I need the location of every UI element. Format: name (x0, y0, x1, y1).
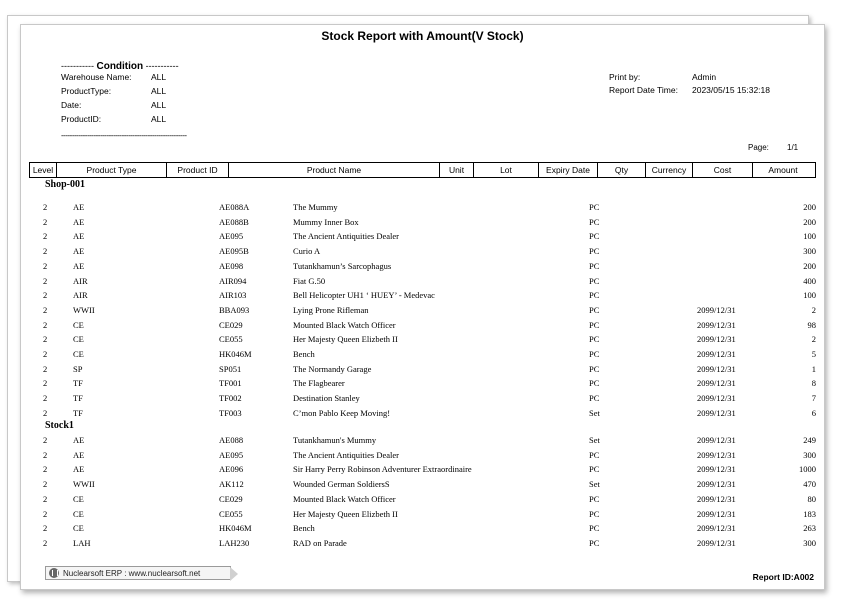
cell-product-name: Mummy Inner Box (293, 216, 359, 227)
cell-amount: 263 (803, 523, 816, 534)
cell-product-name: Curio A (293, 246, 321, 257)
table-row (21, 450, 824, 464)
table-row (21, 494, 824, 508)
cell-expiry-date: 2099/12/31 (697, 363, 736, 374)
cell-product-id: AE095 (219, 231, 244, 242)
cell-level: 2 (43, 479, 48, 490)
cell-amount: 5 (811, 349, 816, 359)
cell-product-type: AE (73, 435, 85, 445)
cell-amount: 6 (811, 407, 816, 418)
cell-product-id: HK046M (219, 523, 252, 534)
footer-logo (45, 566, 231, 580)
cell-amount: 183 (803, 508, 816, 519)
cell-product-type: SP (73, 363, 83, 374)
cell-amount: 300 (803, 449, 816, 460)
cell-product-type: CE (73, 508, 84, 519)
cond-label-date: Date: (61, 100, 82, 110)
cell-amount: 80 (807, 493, 816, 504)
cell-product-id: TF002 (219, 393, 242, 404)
cell-expiry-date: 2099/12/31 (697, 479, 736, 490)
cell-product-id: CE029 (219, 493, 243, 504)
cell-unit: PC (589, 319, 600, 330)
cell-level: 2 (43, 393, 48, 404)
cell-level: 2 (43, 216, 48, 227)
table-row (21, 276, 824, 290)
cell-product-id: AE095 (219, 449, 244, 460)
cell-unit: PC (589, 260, 600, 271)
cell-unit: PC (589, 378, 600, 389)
cell-amount: 100 (803, 231, 816, 242)
cell-expiry-date: 2099/12/31 (697, 493, 736, 504)
cell-product-name: Tutankhamun’s Sarcophagus (293, 260, 392, 271)
cell-unit: PC (589, 493, 600, 504)
cond-label-warehouse: Warehouse Name: (61, 72, 132, 82)
cell-expiry-date: 2099/12/31 (697, 407, 736, 418)
cell-product-id: AE088B (219, 216, 249, 227)
cell-level: 2 (43, 260, 48, 271)
cell-product-id: AIR094 (219, 275, 247, 286)
cell-product-name: Her Majesty Queen Elizbeth II (293, 334, 398, 345)
cell-unit: PC (589, 202, 600, 212)
cond-label-producttype: ProductType: (61, 86, 112, 96)
cell-unit: PC (589, 246, 600, 257)
cell-product-type: TF (73, 378, 83, 389)
cell-product-id: SP051 (219, 363, 242, 374)
cell-expiry-date: 2099/12/31 (697, 393, 736, 404)
cond-value-producttype: ALL (151, 86, 167, 96)
cell-level: 2 (43, 523, 48, 534)
cell-product-name: The Normandy Garage (293, 363, 372, 374)
cell-unit: Set (589, 407, 600, 418)
cell-expiry-date: 2099/12/31 (697, 378, 736, 389)
cell-product-id: AE088 (219, 435, 244, 445)
cell-expiry-date: 2099/12/31 (697, 304, 736, 315)
cell-amount: 1 (811, 363, 816, 374)
cell-amount: 470 (803, 479, 816, 490)
cell-level: 2 (43, 378, 48, 389)
cell-level: 2 (43, 202, 48, 212)
condition-label: Condition (96, 61, 144, 72)
report-page (20, 24, 825, 590)
cell-amount: 249 (803, 435, 816, 445)
cell-expiry-date: 2099/12/31 (697, 334, 736, 345)
cell-product-type: AE (73, 260, 85, 271)
cell-product-name: Lying Prone Rifleman (293, 304, 369, 315)
group-header: Shop-001 (45, 179, 86, 190)
cell-level: 2 (43, 363, 48, 374)
cell-level: 2 (43, 231, 48, 242)
cell-amount: 7 (811, 393, 816, 404)
table-row (21, 246, 824, 260)
table-row (21, 217, 824, 231)
table-row (21, 305, 824, 319)
cell-expiry-date: 2099/12/31 (697, 435, 736, 445)
cell-amount: 400 (803, 275, 816, 286)
cell-product-name: Destination Stanley (293, 393, 360, 404)
cell-level: 2 (43, 449, 48, 460)
cell-amount: 300 (803, 537, 816, 548)
group-header: Stock1 (45, 420, 74, 431)
cell-product-type: CE (73, 319, 84, 330)
cell-product-type: TF (73, 407, 83, 418)
cell-product-id: CE055 (219, 508, 243, 519)
cell-product-name: Bench (293, 349, 315, 359)
cell-expiry-date: 2099/12/31 (697, 349, 736, 359)
table-row (21, 435, 824, 449)
cell-amount: 1000 (799, 464, 816, 475)
cell-product-type: LAH (73, 537, 91, 548)
cell-product-type: CE (73, 493, 84, 504)
report-date-value: 2023/05/15 15:32:18 (692, 85, 770, 95)
cell-product-type: AIR (73, 275, 88, 286)
page-label: Page: (748, 143, 769, 152)
cond-value-productid: ALL (151, 114, 167, 124)
cell-product-name: Wounded German SoldiersS (293, 479, 390, 490)
cell-unit: PC (589, 523, 600, 534)
print-by-value: Admin (692, 72, 717, 82)
cell-expiry-date: 2099/12/31 (697, 523, 736, 534)
col-qty: Qty (598, 163, 646, 177)
cell-amount: 2 (811, 334, 816, 345)
cell-product-name: RAD on Parade (293, 537, 347, 548)
cell-level: 2 (43, 537, 48, 548)
cell-product-type: CE (73, 349, 84, 359)
condition-heading (61, 61, 179, 72)
cell-product-type: CE (73, 334, 84, 345)
table-row (21, 202, 824, 216)
condition-dashes-left: ----------- (61, 61, 94, 71)
cell-product-type: AE (73, 216, 85, 227)
cell-product-id: CE055 (219, 334, 243, 345)
table-row (21, 378, 824, 392)
cell-product-type: AE (73, 231, 85, 242)
cell-amount: 300 (803, 246, 816, 257)
cell-unit: PC (589, 290, 600, 301)
cell-product-id: LAH230 (219, 537, 250, 548)
cell-level: 2 (43, 435, 48, 445)
cell-product-name: Fiat G.50 (293, 275, 326, 286)
cell-level: 2 (43, 464, 48, 475)
cell-product-name: C’mon Pablo Keep Moving! (293, 407, 391, 418)
col-amount: Amount (768, 165, 798, 175)
col-cost: Cost (693, 163, 753, 177)
page-number: 1/1 (787, 143, 799, 152)
condition-separator: ---------------------------------------------------------- (61, 131, 187, 140)
cell-level: 2 (43, 334, 48, 345)
table-row (21, 393, 824, 407)
cell-amount: 200 (803, 216, 816, 227)
col-product-type: Product Type (57, 163, 167, 177)
cell-expiry-date: 2099/12/31 (697, 464, 736, 475)
cell-product-id: AE096 (219, 464, 244, 475)
footer-arrow-icon (230, 567, 238, 581)
cell-product-type: WWII (73, 479, 95, 490)
cell-product-name: Bell Helicopter UH1 ‘ HUEY’ - Medevac (293, 290, 435, 301)
table-header (29, 162, 816, 178)
footer-logo-text: Nuclearsoft ERP : www.nuclearsoft.net (63, 568, 201, 578)
cell-product-name: Sir Harry Perry Robinson Adventurer Extraordinaire (293, 464, 472, 475)
cell-product-id: AIR103 (219, 290, 247, 301)
report-date-label: Report Date Time: (609, 85, 678, 95)
table-row (21, 464, 824, 478)
cell-unit: PC (589, 349, 600, 359)
report-title: Stock Report with Amount(V Stock) (321, 29, 524, 43)
nuclearsoft-logo-icon (49, 568, 59, 578)
cell-level: 2 (43, 304, 48, 315)
cell-product-id: AK112 (219, 479, 244, 490)
cell-product-id: AE088A (219, 202, 250, 212)
cell-product-name: Bench (293, 523, 315, 534)
table-row (21, 523, 824, 537)
cell-product-id: HK046M (219, 349, 252, 359)
cell-unit: PC (589, 393, 600, 404)
cell-product-id: TF001 (219, 378, 242, 389)
cell-amount: 100 (803, 290, 816, 301)
table-row (21, 364, 824, 378)
cell-unit: Set (589, 435, 600, 445)
cell-product-type: AE (73, 246, 85, 257)
cell-product-name: Mounted Black Watch Officer (293, 319, 396, 330)
cell-product-name: The Flagbearer (293, 378, 345, 389)
table-row (21, 290, 824, 304)
cell-unit: Set (589, 479, 600, 490)
cell-product-id: TF003 (219, 407, 242, 418)
table-row (21, 334, 824, 348)
cell-level: 2 (43, 493, 48, 504)
col-lot: Lot (474, 163, 539, 177)
cell-expiry-date: 2099/12/31 (697, 449, 736, 460)
cell-level: 2 (43, 349, 48, 359)
cell-unit: PC (589, 231, 600, 242)
table-row (21, 349, 824, 363)
col-currency: Currency (646, 163, 693, 177)
cell-expiry-date: 2099/12/31 (697, 508, 736, 519)
cell-product-type: AIR (73, 290, 88, 301)
cell-unit: PC (589, 334, 600, 345)
col-level: Level (30, 163, 57, 177)
col-expiry-date: Expiry Date (539, 163, 598, 177)
cell-product-type: AE (73, 449, 85, 460)
col-product-name: Product Name (229, 163, 440, 177)
col-unit: Unit (440, 163, 474, 177)
cell-product-name: The Ancient Antiquities Dealer (293, 231, 399, 242)
report-id: Report ID:A002 (752, 572, 814, 582)
cell-unit: PC (589, 508, 600, 519)
table-row (21, 479, 824, 493)
cell-product-type: AE (73, 464, 85, 475)
cell-product-type: AE (73, 202, 85, 212)
cell-level: 2 (43, 508, 48, 519)
cell-product-name: The Mummy (293, 202, 338, 212)
cond-value-date: ALL (151, 100, 167, 110)
cell-amount: 8 (811, 378, 816, 389)
cell-product-id: AE095B (219, 246, 249, 257)
table-row (21, 509, 824, 523)
cell-unit: PC (589, 304, 600, 315)
cell-amount: 98 (807, 319, 816, 330)
cell-product-id: CE029 (219, 319, 243, 330)
cell-unit: PC (589, 464, 600, 475)
cell-product-type: WWII (73, 304, 95, 315)
cell-product-type: CE (73, 523, 84, 534)
cell-product-name: Her Majesty Queen Elizbeth II (293, 508, 398, 519)
cell-level: 2 (43, 246, 48, 257)
cell-product-name: Mounted Black Watch Officer (293, 493, 396, 504)
cond-value-warehouse: ALL (151, 72, 167, 82)
print-by-label: Print by: (609, 72, 641, 82)
cell-product-name: The Ancient Antiquities Dealer (293, 449, 399, 460)
cell-unit: PC (589, 537, 600, 548)
cell-amount: 2 (811, 304, 816, 315)
table-row (21, 408, 824, 422)
cell-expiry-date: 2099/12/31 (697, 319, 736, 330)
cell-level: 2 (43, 275, 48, 286)
table-row (21, 320, 824, 334)
cell-level: 2 (43, 319, 48, 330)
cell-unit: PC (589, 363, 600, 374)
table-row (21, 231, 824, 245)
cell-unit: PC (589, 216, 600, 227)
cell-unit: PC (589, 275, 600, 286)
cell-product-name: Tutankhamun's Mummy (293, 435, 377, 445)
cell-amount: 200 (803, 260, 816, 271)
cell-product-type: TF (73, 393, 83, 404)
table-row (21, 538, 824, 552)
condition-dashes-right: ----------- (145, 61, 179, 71)
cell-product-id: AE098 (219, 260, 244, 271)
cond-label-productid: ProductID: (61, 114, 102, 124)
cell-amount: 200 (803, 202, 816, 212)
cell-product-id: BBA093 (219, 304, 250, 315)
cell-unit: PC (589, 449, 600, 460)
table-row (21, 261, 824, 275)
cell-level: 2 (43, 290, 48, 301)
cell-level: 2 (43, 407, 48, 418)
cell-expiry-date: 2099/12/31 (697, 537, 736, 548)
col-product-id: Product ID (167, 163, 229, 177)
